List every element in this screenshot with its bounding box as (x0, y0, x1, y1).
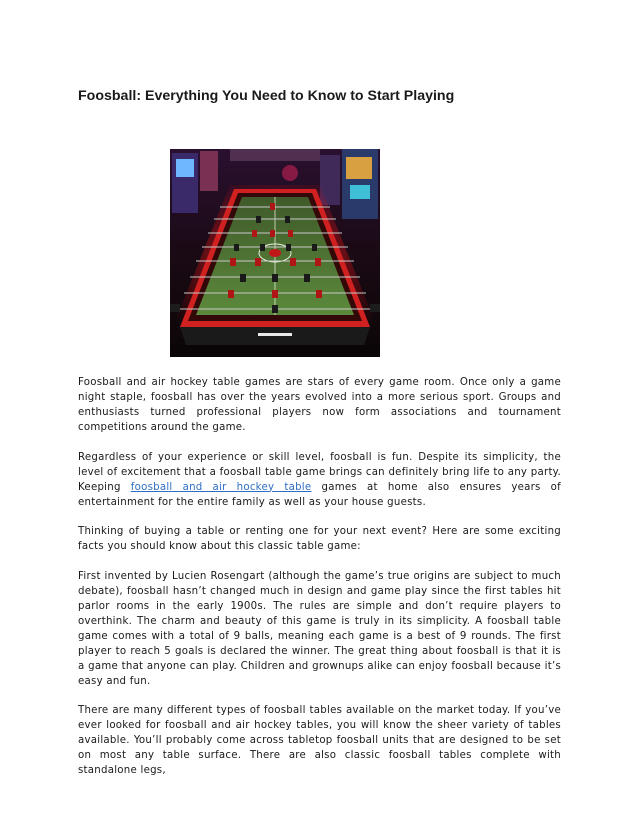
foosball-table-illustration (170, 149, 380, 357)
article-body (78, 375, 561, 793)
paragraph-types: There are many different types of foosball tables available on the market today. If you’ve ever looked for foosball and air hockey tables, you will know the sheer variety of tables available. You’ll probably come across tabletop foosball units that are designed to be set on most any table surface. There are also classic foosball tables complete with standalone legs, (78, 705, 561, 777)
paragraph-fun-text-end: games at home also ensures years of entertainment for the entire family as well as your house guests. (78, 481, 562, 508)
foosball-table-image (170, 149, 380, 357)
foosball-air-hockey-link[interactable]: foosball and air hockey table (130, 481, 312, 493)
paragraph-history: First invented by Lucien Rosengart (although the game’s true origins are subject to much debate), foosball hasn’t changed much in design and game play since the first tables hit parlor rooms in the early 1900s. The rules are simple and don’t require players to overthink. The charm and beauty of this game is truly in its simplicity. A foosball table game comes with a total of 9 balls, meaning each game is a best of 9 rounds. The first player to reach 5 goals is declared the winner. The great thing about foosball is that it is a game that anyone can play. Children and grownups alike can enjoy foosball because it’s easy and fun. (78, 570, 561, 687)
paragraph-intro: Foosball and air hockey table games are stars of every game room. Once only a game night staple, foosball has over the years evolved into a more serious sport. Groups and enthusiasts turned professional players now form associations and tournament competitions around the game. (78, 377, 561, 433)
paragraph-facts-intro: Thinking of buying a table or renting one for your next event? Here are some exciting facts you should know about this classic table game: (78, 526, 561, 553)
page-title: Foosball: Everything You Need to Know to Start Playing (78, 88, 455, 104)
paragraph-fun-text-start: Regardless of your experience or skill level, foosball is fun. Despite its simplicity, the level of excitement that a foosball table game brings can definitely bring life to any party. Keeping (78, 451, 561, 493)
paragraph-fun (78, 450, 561, 510)
